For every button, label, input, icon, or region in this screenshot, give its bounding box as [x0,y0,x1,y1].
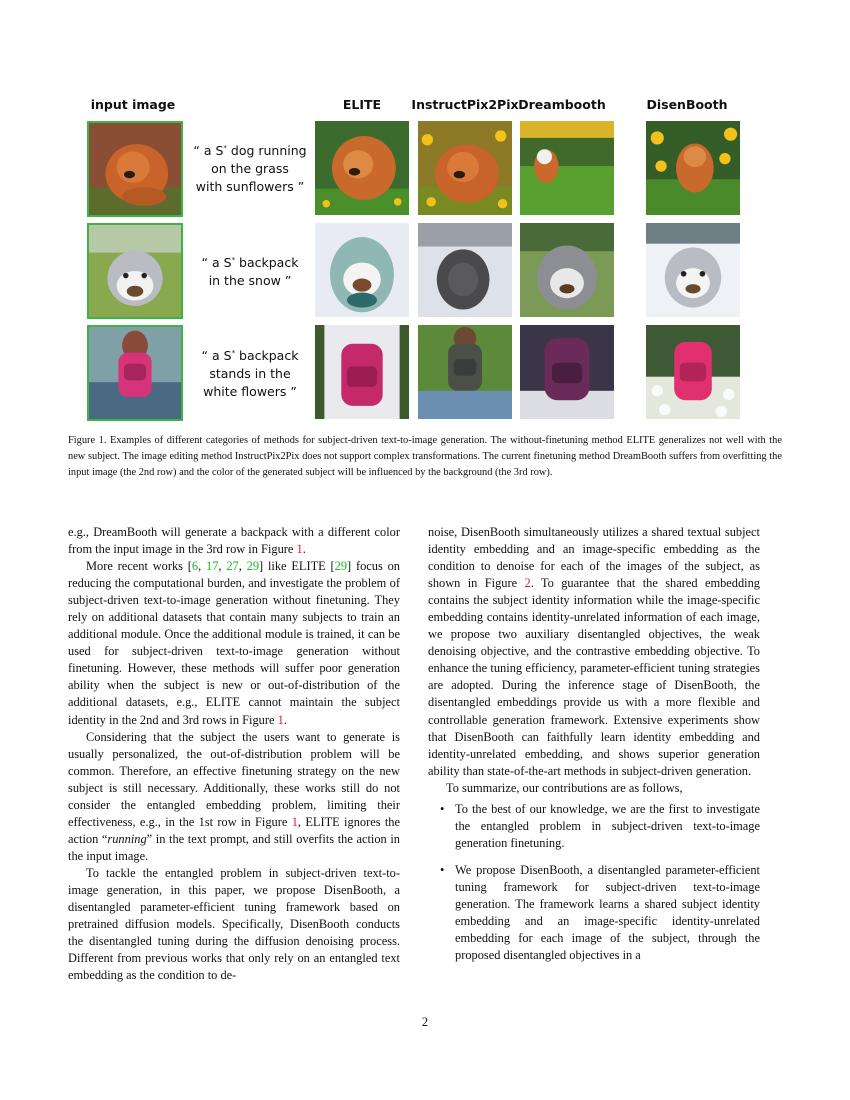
input-image-dog [87,121,183,217]
instructpix2pix-image-pink-backpack [418,325,512,419]
disenbooth-image-backpack [646,223,740,317]
elite-image-pink-backpack [315,325,409,419]
dreambooth-image-dog [520,121,614,215]
prompt-row-1: “ a S* dog running on the grass with sunflowers ” [193,143,307,194]
citation-link[interactable]: 27 [226,559,239,574]
paragraph: More recent works [6, 17, 27, 29] like ELITE [29] focus on reducing the computational burden, and investigate the problem of subject-driven text-to-image generation without finetuning. They rely on additional datasets that contain many subjects to train an additional module. Once the additional module is trained, it can be used for subject-driven text-to-image generation without finetuning. However, these methods will suffer poor generation ability when the subject is new or out-of-distribution of the additional datasets, e.g., ELITE cannot maintain the subject identity in the 2nd and 3rd rows in Figure 1. [68,559,401,727]
figure-ref-link[interactable]: 1 [291,814,298,829]
paragraph: noise, DisenBooth simultaneously utilizes a shared textual subject identity embedding and an image-specific embedding as the condition to denoise for each of the images of the subject, as shown in Figure 2. To guarantee that the shared embedding contains the subject identity information while the image-specific embedding contains identity-unrelated information of each image, we propose two auxiliary disentangled objectives, the weak denoising objective, and the contrastive embedding objective. To enhance the tuning efficiency, parameter-efficient tuning strategies are adopted. During the inference stage of DisenBooth, the disentangled embeddings provide us with a more flexible and controllable generation framework. Extensive experiments show that DisenBooth can faithfully learn identity embedding and identity-unrelated embedding, and shows superior generation ability than state-of-the-art methods in subject-driven generation. [428,525,760,778]
paragraph: e.g., DreamBooth will generate a backpack with a different color from the input image in the 3rd row in Figure 1. [68,525,400,557]
paragraph: Considering that the subject the users want to generate is usually personalized, the out-of-distribution problem will be common. Therefore, an effective finetuning strategy on the new subject is still necessary. Additionally, these works still do not consider the entangled embedding problem, limiting their effectiveness, e.g., in the 1st row in Figure 1, ELITE ignores the action “running” in the text prompt, and still overfits the action in the input image. [68,729,401,863]
figure-ref-link[interactable]: 1 [296,542,303,557]
instructpix2pix-image-backpack [418,223,512,317]
disenbooth-image-dog [646,121,740,215]
header-dreambooth: Dreambooth [518,97,606,112]
input-image-pink-backpack [87,325,183,421]
right-column [428,524,760,974]
figure-caption: Figure 1. Examples of different categories of methods for subject-driven text-to-image generation. The without-finetuning method ELITE generalizes not well with the new subject. The image editing method InstructPix2Pix does not support complex transformations. The current finetuning method DreamBooth suffers from overfitting the input image (the 2nd row) and the color of the generated subject will be influenced by the background (the 3rd row). [68,435,782,478]
citation-link[interactable]: 29 [246,559,260,574]
header-elite: ELITE [342,97,382,112]
page-number: 2 [421,1015,429,1029]
header-input-image: input image [90,97,176,112]
contribution-list [428,801,760,964]
prompt-row-2: “ a S* backpack in the snow ” [201,255,299,288]
figure-ref-link[interactable]: 2 [524,576,531,591]
citation-link[interactable]: 6 [191,559,199,574]
paragraph: To tackle the entangled problem in subject-driven text-to-image generation, in this paper, we propose DisenBooth, a disentangled parameter-efficient tuning framework based on pretrained diffusion models. Specifically, DisenBooth conducts the disentangled tuning during the diffusion denoising process. Different from previous works that only rely on an entangled text embedding as the condition to de- [68,865,400,983]
header-instructpix2pix: InstructPix2Pix [411,97,519,112]
prompt-row-3: “ a S* backpack stands in the white flowers ” [201,348,299,399]
dreambooth-image-backpack [520,223,614,317]
disenbooth-image-pink-backpack [646,325,740,419]
instructpix2pix-image-dog [418,121,512,215]
header-disenbooth: DisenBooth [646,97,728,112]
input-image-backpack [87,223,183,319]
citation-link[interactable]: 17 [206,559,219,574]
figure-ref-link[interactable]: 1 [277,712,284,727]
dreambooth-image-pink-backpack [520,325,614,419]
list-item: • To the best of our knowledge, we are the first to investigate the entangled problem in subject-driven text-to-image generation finetuning. [440,801,760,850]
left-column [68,524,400,984]
list-item: • We propose DisenBooth, a disentangled parameter-efficient tuning framework for subject-driven text-to-image generation. The framework learns a shared subject identity embedding and an image-specific identity-unrelated embedding for each image of the subject, through the proposed disentangled objectives in a [440,862,760,963]
paragraph: To summarize, our contributions are as follows, [446,780,683,795]
citation-link[interactable]: 29 [334,559,348,574]
elite-image-dog [315,121,409,215]
elite-image-backpack [315,223,409,317]
